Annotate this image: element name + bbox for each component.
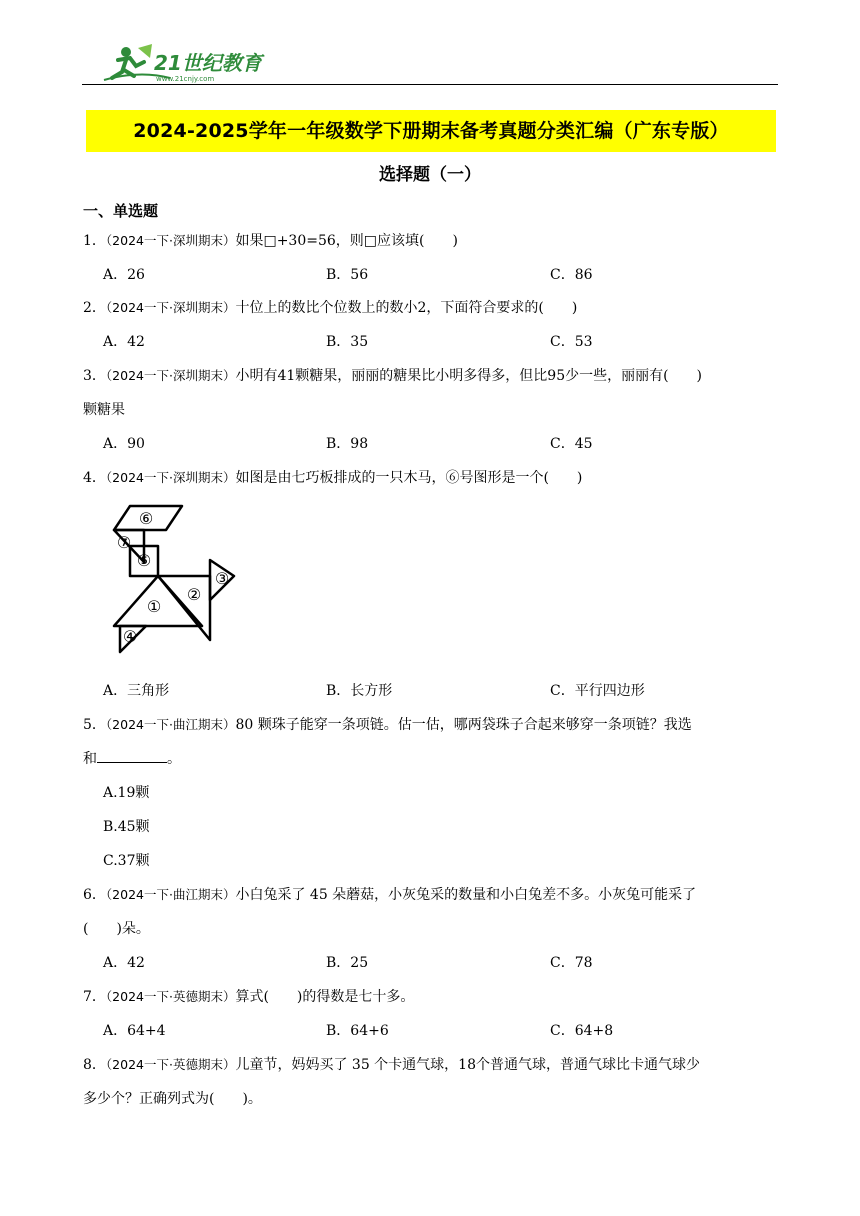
question-number: 1． <box>83 233 106 249</box>
tangram-diagram <box>106 500 242 660</box>
question-4 <box>83 467 582 487</box>
q6-option-a: A．42 <box>103 955 145 971</box>
question-7 <box>83 986 414 1006</box>
site-logo <box>100 40 270 86</box>
q5-option-b: B.45颗 <box>103 819 150 835</box>
question-source: （2024一下·深圳期末） <box>105 470 236 485</box>
tangram-label-7: ⑦ <box>116 533 132 552</box>
question-number: 4． <box>83 470 106 486</box>
q1-option-c: C．86 <box>550 267 593 283</box>
question-3-continued: 颗糖果 <box>83 402 125 418</box>
runner-logo-icon <box>100 40 270 86</box>
answer-blank[interactable] <box>97 750 167 763</box>
section-heading: 一、单选题 <box>83 202 159 220</box>
q1-option-b: B．56 <box>326 267 369 283</box>
question-source: （2024一下·深圳期末） <box>105 368 236 383</box>
question-2 <box>83 297 577 317</box>
question-number: 7． <box>83 989 106 1005</box>
question-text: 小白兔采了 45 朵蘑菇，小灰兔采的数量和小白兔差不多。小灰兔可能采了 <box>235 887 697 903</box>
question-number: 2． <box>83 300 106 316</box>
question-text: 80 颗珠子能穿一条项链。估一估，哪两袋珠子合起来够穿一条项链？我选 <box>235 717 692 733</box>
q4-option-a: A．三角形 <box>103 683 170 699</box>
question-3 <box>83 365 702 385</box>
question-text: 算式( )的得数是七十多。 <box>235 989 415 1005</box>
question-5 <box>83 714 692 734</box>
q3-option-b: B．98 <box>326 436 369 452</box>
logo-url-text: www.21cnjy.com <box>156 75 215 83</box>
question-number: 6． <box>83 887 106 903</box>
q5-option-c: C.37颗 <box>103 853 150 869</box>
q4-option-c: C．平行四边形 <box>550 683 645 699</box>
question-text: 。 <box>167 751 181 767</box>
tangram-label-4: ④ <box>122 627 138 646</box>
document-subtitle: 选择题（一） <box>379 165 481 185</box>
question-text: 和 <box>83 751 97 767</box>
question-source: （2024一下·曲江期末） <box>105 887 236 902</box>
question-8 <box>83 1054 700 1074</box>
tangram-label-3: ③ <box>214 569 230 588</box>
question-source: （2024一下·英德期末） <box>105 989 236 1004</box>
question-text: 小明有41颗糖果，丽丽的糖果比小明多得多，但比95少一些，丽丽有( ) <box>235 368 703 384</box>
question-source: （2024一下·曲江期末） <box>105 717 236 732</box>
question-number: 8． <box>83 1057 106 1073</box>
q4-option-b: B．长方形 <box>326 683 393 699</box>
question-source: （2024一下·深圳期末） <box>105 233 236 248</box>
header-divider <box>82 84 778 85</box>
document-title: 2024-2025学年一年级数学下册期末备考真题分类汇编（广东专版） <box>133 120 729 142</box>
question-source: （2024一下·深圳期末） <box>105 300 236 315</box>
question-6 <box>83 884 696 904</box>
logo-text: 21世纪教育 <box>154 51 262 75</box>
question-8-continued: 多少个？正确列式为( )。 <box>83 1091 262 1107</box>
question-text: 如果□+30=56，则□应该填( ) <box>235 233 458 249</box>
tangram-label-6: ⑥ <box>138 509 154 528</box>
tangram-label-5: ⑤ <box>136 551 152 570</box>
question-5-continued <box>83 748 181 768</box>
q5-option-a: A.19颗 <box>103 785 150 801</box>
q7-option-a: A．64+4 <box>103 1023 166 1039</box>
q2-option-b: B．35 <box>326 334 369 350</box>
q6-option-b: B．25 <box>326 955 369 971</box>
q1-option-a: A．26 <box>103 267 145 283</box>
tangram-label-1: ① <box>146 597 162 616</box>
q2-option-c: C．53 <box>550 334 593 350</box>
q3-option-a: A．90 <box>103 436 145 452</box>
question-number: 3． <box>83 368 106 384</box>
question-6-continued: ( )朵。 <box>83 921 150 937</box>
question-source: （2024一下·英德期末） <box>105 1057 236 1072</box>
q7-option-b: B．64+6 <box>326 1023 389 1039</box>
tangram-label-2: ② <box>186 585 202 604</box>
tangram-horse-figure <box>106 500 242 660</box>
q2-option-a: A．42 <box>103 334 145 350</box>
question-text: 儿童节，妈妈买了 35 个卡通气球，18个普通气球，普通气球比卡通气球少 <box>235 1057 700 1073</box>
q6-option-c: C．78 <box>550 955 593 971</box>
question-text: 如图是由七巧板排成的一只木马，⑥号图形是一个( ) <box>235 470 583 486</box>
question-text: 十位上的数比个位数上的数小2，下面符合要求的( ) <box>235 300 578 316</box>
question-number: 5． <box>83 717 106 733</box>
question-1 <box>83 230 458 250</box>
q3-option-c: C．45 <box>550 436 593 452</box>
q7-option-c: C．64+8 <box>550 1023 614 1039</box>
